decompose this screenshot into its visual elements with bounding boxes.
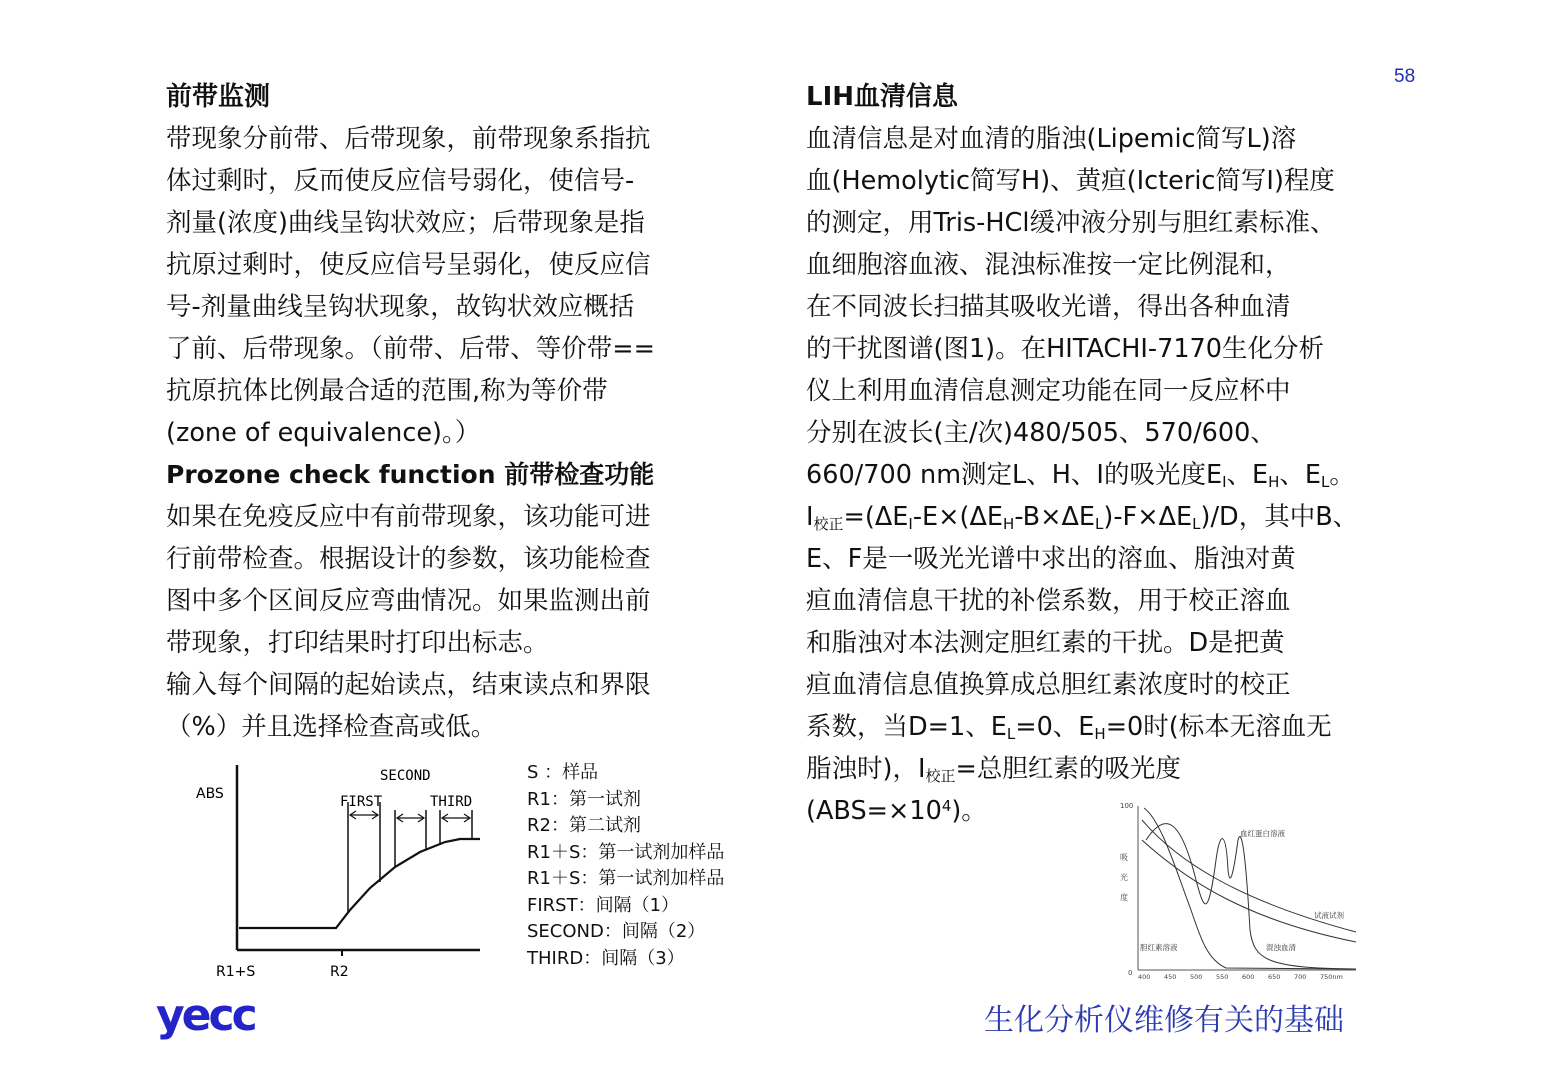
text-line: 行前带检查。根据设计的参数，该功能检查	[166, 544, 651, 574]
formula-line	[806, 496, 1406, 538]
x-tick: 550	[1216, 973, 1229, 981]
x-tick: 650	[1268, 973, 1281, 981]
x-tick: 450	[1164, 973, 1177, 981]
x-tick: 500	[1190, 973, 1203, 981]
text-line: 血细胞溶血液、混浊标准按一定比例混和，	[806, 250, 1291, 280]
legend-item: R1＋S：第一试剂加样品	[527, 841, 725, 863]
text: =0、E	[1015, 712, 1095, 742]
lih-paragraph	[806, 118, 1406, 832]
turbid-serum-label: 混浊血清	[1266, 943, 1296, 952]
absorption-spectrum-figure	[1116, 800, 1366, 985]
text: 脂浊时)，I	[806, 754, 926, 784]
legend-item: THIRD：间隔（3）	[527, 947, 685, 969]
text-line: (zone of equivalence)。）	[166, 418, 481, 448]
bilirubin-label: 胆红素溶液	[1140, 943, 1178, 952]
y-label-char: 光	[1120, 873, 1128, 882]
text-line: 分别在波长(主/次)480/505、570/600、	[806, 418, 1276, 448]
text: (ABS=×10	[806, 796, 942, 826]
reaction-curve	[239, 839, 480, 928]
subscript: L	[1095, 515, 1104, 533]
prozone-heading: 前带监测	[166, 82, 271, 112]
prozone-check-paragraph	[166, 496, 738, 748]
third-label: THIRD	[430, 794, 473, 810]
text: 、E	[1226, 460, 1269, 490]
text: I	[806, 502, 814, 532]
lih-heading: LIH血清信息	[806, 82, 959, 112]
subscript: L	[1006, 725, 1016, 743]
left-column	[166, 76, 738, 748]
subscript: H	[1094, 725, 1106, 743]
text: )/D，其中B、	[1200, 502, 1359, 532]
text-line: 血清信息是对血清的脂浊(Lipemic简写L)溶	[806, 124, 1297, 154]
subscript: H	[1003, 515, 1015, 533]
text-line: 输入每个间隔的起始读点，结束读点和界限	[166, 670, 651, 700]
prozone-paragraph	[166, 118, 738, 454]
subscript: I	[1222, 473, 1227, 491]
reagent-label: 试液试剂	[1314, 911, 1344, 920]
text: -E×(ΔE	[912, 502, 1004, 532]
hemoglobin-label: 血红蛋白溶液	[1240, 829, 1285, 838]
yecc-logo	[156, 994, 290, 1042]
text-line: 的测定，用Tris-HCl缓冲液分别与胆红素标准、	[806, 208, 1336, 238]
text-line: 带现象分前带、后带现象，前带现象系指抗	[166, 124, 651, 154]
text-line: 疸血清信息值换算成总胆红素浓度时的校正	[806, 670, 1291, 700]
text-line: 抗原抗体比例最合适的范围,称为等价带	[166, 376, 608, 406]
x-tick: 400	[1138, 973, 1151, 981]
text-line: 在不同波长扫描其吸收光谱，得出各种血清	[806, 292, 1291, 322]
text-line: 抗原过剩时，使反应信号呈弱化，使反应信	[166, 250, 651, 280]
final-line	[806, 748, 1406, 790]
coefficient-line	[806, 706, 1406, 748]
text: =总胆红素的吸光度	[955, 754, 1181, 784]
text-line: 血(Hemolytic简写H)、黄疸(Icteric简写I)程度	[806, 166, 1335, 196]
first-label: FIRST	[340, 794, 383, 810]
right-column	[806, 76, 1406, 832]
superscript: 4	[941, 797, 952, 815]
page-number: 58	[1394, 66, 1416, 87]
legend-item: R1：第一试剂	[527, 788, 641, 810]
text: )-F×ΔE	[1103, 502, 1193, 532]
text: 系数，当D=1、E	[806, 712, 1007, 742]
text: =(ΔE	[843, 502, 909, 532]
y-top-label: 100	[1120, 802, 1134, 810]
text-line: 号-剂量曲线呈钩状现象，故钩状效应概括	[166, 292, 635, 322]
r2-label: R2	[330, 964, 349, 980]
text-line: 了前、后带现象。（前带、后带、等价带==	[166, 334, 655, 364]
second-label: SECOND	[380, 768, 431, 784]
text: =0时(标本无溶血无	[1105, 712, 1332, 742]
prozone-check-heading: Prozone check function 前带检查功能	[166, 460, 655, 489]
text-line: 剂量(浓度)曲线呈钩状效应；后带现象是指	[166, 208, 645, 238]
text-line: （%）并且选择检查高或低。	[166, 712, 497, 742]
logo-text: yecc	[156, 994, 255, 1041]
text-line: 疸血清信息干扰的补偿系数，用于校正溶血	[806, 586, 1291, 616]
text-line: 如果在免疫反应中有前带现象，该功能可进	[166, 502, 651, 532]
text: 。	[1329, 460, 1355, 490]
x-tick: 600	[1242, 973, 1255, 981]
footer-title: 生化分析仪维修有关的基础	[984, 1003, 1344, 1038]
y-label-char: 度	[1120, 893, 1128, 902]
text-line: E、F是一吸光光谱中求出的溶血、脂浊对黄	[806, 544, 1296, 574]
turbid-serum-curve	[1142, 840, 1356, 942]
subscript: 校正	[813, 515, 844, 533]
subscript: I	[908, 515, 913, 533]
subscript: L	[1321, 473, 1330, 491]
text-line: 仪上利用血清信息测定功能在同一反应杯中	[806, 376, 1291, 406]
legend-item: S ：样品	[527, 762, 599, 783]
text-line: 和脂浊对本法测定胆红素的干扰。D是把黄	[806, 628, 1285, 658]
text: 660/700 nm测定L、H、I的吸光度E	[806, 460, 1223, 490]
abs-axis-label: ABS	[196, 786, 224, 802]
text: )。	[951, 796, 987, 826]
text-line: 的干扰图谱(图1)。在HITACHI-7170生化分析	[806, 334, 1325, 364]
legend-item: FIRST：间隔（1）	[527, 894, 680, 916]
legend-item: R2：第二试剂	[527, 815, 641, 836]
subscript: 校正	[925, 767, 956, 785]
y-label-char: 吸	[1120, 853, 1128, 862]
text: 、E	[1279, 460, 1322, 490]
figure-legend	[527, 760, 724, 972]
r1s-label: R1+S	[216, 964, 256, 980]
y-zero-label: 0	[1128, 969, 1133, 977]
text-line: 体过剩时，反而使反应信号弱化，使信号-	[166, 166, 635, 196]
text-line: 图中多个区间反应弯曲情况。如果监测出前	[166, 586, 651, 616]
subscript: H	[1268, 473, 1280, 491]
x-tick: 700	[1294, 973, 1307, 981]
text-line: 带现象，打印结果时打印出标志。	[166, 628, 549, 658]
text: -B×ΔE	[1014, 502, 1096, 532]
x-tick: 750nm	[1320, 973, 1343, 981]
wavelength-line	[806, 454, 1406, 496]
legend-item: SECOND：间隔（2）	[527, 921, 706, 942]
legend-item: R1＋S：第一试剂加样品	[527, 868, 725, 889]
prozone-curve-figure	[190, 760, 490, 982]
subscript: L	[1192, 515, 1201, 533]
